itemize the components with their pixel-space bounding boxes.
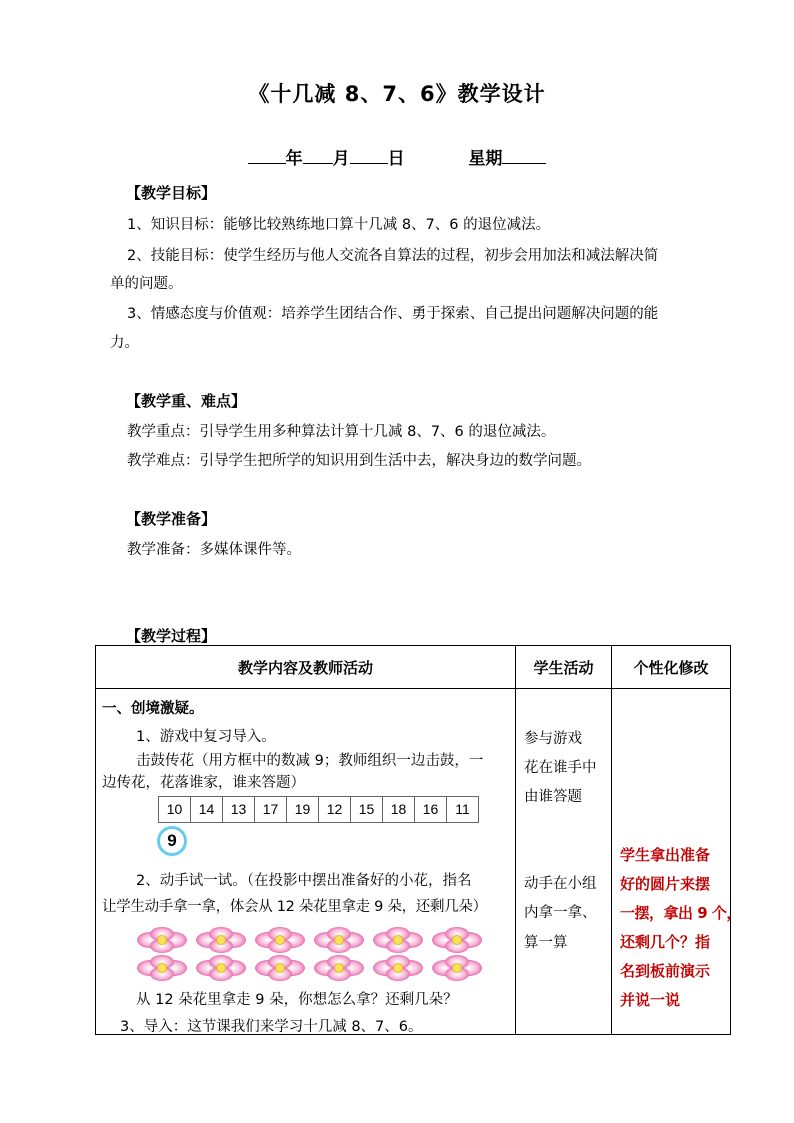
number-cell: 15: [351, 797, 383, 822]
number-cell: 18: [383, 797, 415, 822]
number-cell: 13: [223, 797, 255, 822]
teaching-difficulty: 教学难点：引导学生把所学的知识用到生活中去，解决身边的数学问题。: [127, 453, 591, 469]
step2-line2: 让学生动手拿一拿，体会从 12 朵花里拿走 9 朵，还剩几朵）: [102, 899, 487, 915]
teacher-activity-cell: [96, 689, 516, 1035]
flower-icon: [195, 927, 247, 953]
header-personal-edit: 个性化修改: [612, 646, 731, 689]
student-activity-b3: 算一算: [524, 935, 568, 951]
weekday-blank[interactable]: [502, 147, 546, 164]
page-title: 《十几减 8、7、6》教学设计: [248, 82, 546, 106]
flower-icon: [431, 927, 483, 953]
month-blank[interactable]: [303, 147, 333, 164]
flower-icon: [313, 927, 365, 953]
day-label: 日: [387, 149, 405, 169]
prep-heading: 【教学准备】: [126, 510, 217, 528]
student-activity-cell: [516, 689, 612, 1035]
personal-note-line1: 学生拿出准备: [620, 846, 711, 864]
step2-line1: 2、动手试一试。（在投影中摆出准备好的小花，指名: [136, 873, 472, 889]
weekday-label: 星期: [468, 149, 503, 169]
step1-desc-line2: 边传花，花落谁家，谁来答题）: [102, 775, 305, 791]
year-label: 年: [285, 149, 303, 169]
flower-icon: [254, 955, 306, 981]
step3-intro: 3、导入：这节课我们来学习十几减 8、7、6。: [120, 1019, 423, 1035]
year-blank[interactable]: [248, 147, 286, 164]
personal-note-line3: 一摆，拿出 9 个，: [620, 904, 741, 922]
goal-emotion-line1: 3、情感态度与价值观：培养学生团结合作、勇于探索、自己提出问题解决问题的能: [127, 306, 659, 322]
teaching-focus: 教学重点：引导学生用多种算法计算十几减 8、7、6 的退位减法。: [127, 424, 556, 440]
number-cell: 16: [415, 797, 447, 822]
flower-icon: [372, 955, 424, 981]
personal-note-line6: 并说一说: [620, 991, 681, 1009]
date-line: [0, 144, 794, 169]
flower-icon: [195, 955, 247, 981]
flower-question: 从 12 朵花里拿走 9 朵，你想怎么拿？还剩几朵？: [136, 992, 458, 1008]
flower-icon: [136, 927, 188, 953]
flower-icon: [136, 955, 188, 981]
header-teacher-activity: 教学内容及教师活动: [96, 646, 516, 689]
goal-skill-line2: 单的问题。: [110, 276, 183, 292]
student-activity-b2: 内拿一拿、: [524, 905, 597, 921]
student-activity-a3: 由谁答题: [524, 789, 582, 805]
prep-text: 教学准备：多媒体课件等。: [127, 542, 301, 558]
number-cell: 11: [455, 801, 470, 817]
student-activity-a2: 花在谁手中: [524, 760, 597, 776]
section-title: 一、创境激疑。: [102, 701, 204, 717]
number-cell: 17: [255, 797, 287, 822]
personal-note-line2: 好的圆片来摆: [620, 875, 711, 893]
personal-note-line5: 名到板前演示: [620, 962, 711, 980]
number-cell: 14: [191, 797, 223, 822]
goal-knowledge: 1、知识目标：能够比较熟练地口算十几减 8、7、6 的退位减法。: [127, 217, 551, 233]
student-activity-b1: 动手在小组: [524, 876, 597, 892]
process-heading: 【教学过程】: [126, 627, 217, 645]
number-cell: 19: [287, 797, 319, 822]
number-strip: [158, 796, 479, 823]
process-table: [95, 645, 741, 1035]
process-row: [96, 689, 731, 1035]
month-label: 月: [332, 149, 350, 169]
goal-skill-line1: 2、技能目标：使学生经历与他人交流各自算法的过程，初步会用加法和减法解决简: [127, 248, 659, 264]
personal-note-line4: 还剩几个？指: [620, 933, 711, 951]
number-cell: 10: [159, 797, 191, 822]
process-table-header: [96, 646, 731, 689]
header-student-activity: 学生活动: [516, 646, 612, 689]
keypoints-heading: 【教学重、难点】: [126, 392, 247, 410]
flower-icon: [254, 927, 306, 953]
flower-icon: [313, 955, 365, 981]
student-activity-a1: 参与游戏: [524, 731, 582, 747]
number-cell: 12: [319, 797, 351, 822]
goal-emotion-line2: 力。: [110, 335, 139, 351]
flower-icon: [372, 927, 424, 953]
step1-title: 1、游戏中复习导入。: [136, 729, 276, 745]
step1-desc-line1: 击鼓传花（用方框中的数减 9；教师组织一边击鼓，一: [136, 753, 484, 769]
personal-edit-cell: [612, 689, 741, 1035]
goals-heading: 【教学目标】: [126, 184, 217, 202]
day-blank[interactable]: [350, 147, 388, 164]
center-number-circle: 9: [157, 826, 187, 856]
flower-icon: [431, 955, 483, 981]
